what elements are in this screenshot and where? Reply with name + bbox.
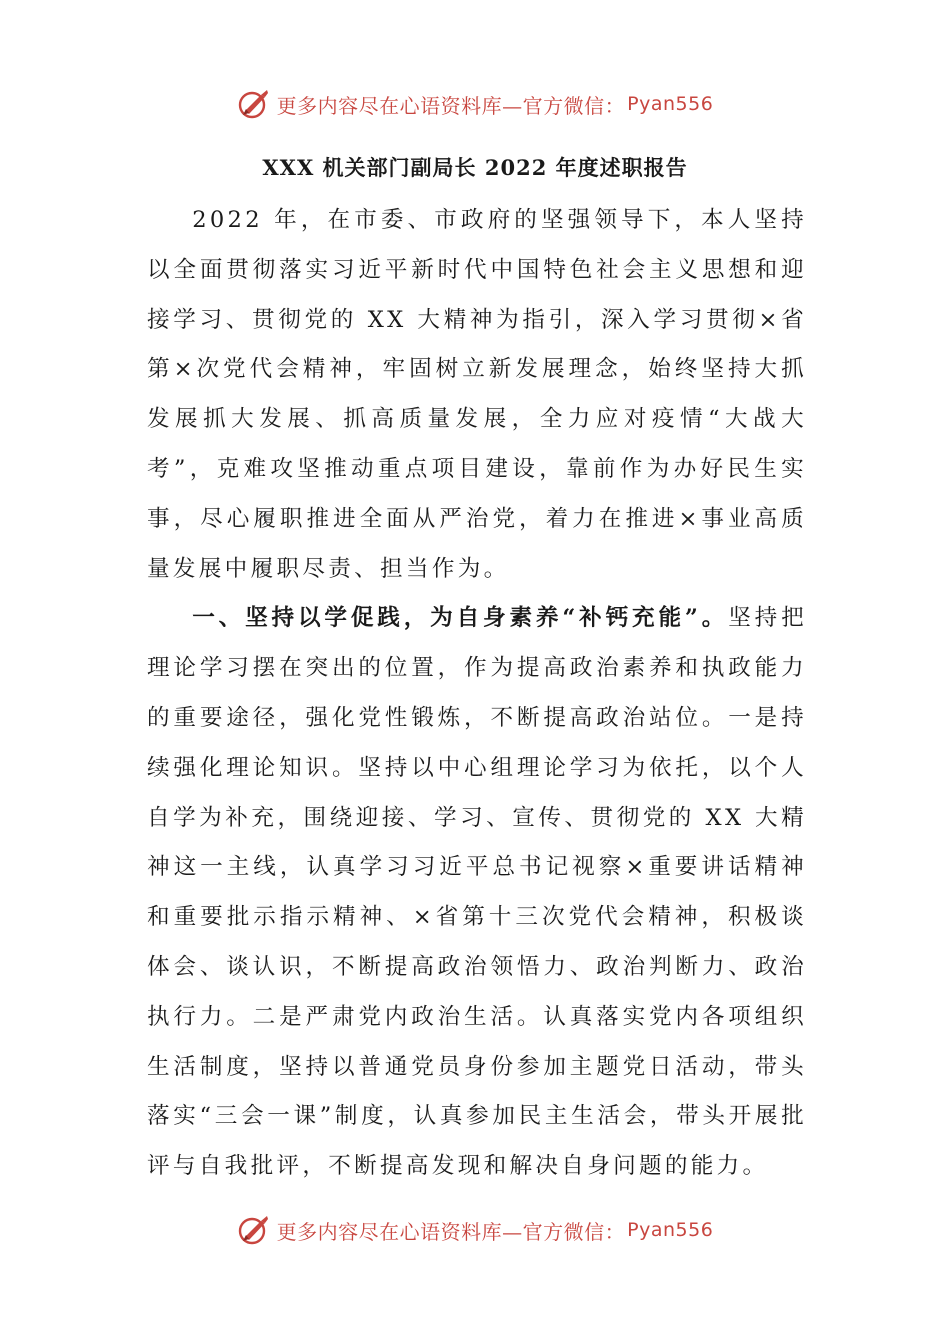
watermark-text: 更多内容尽在心语资料库—官方微信：: [276, 93, 626, 118]
document-title: XXX 机关部门副局长 2022 年度述职报告: [262, 155, 688, 180]
intro-paragraph: 2022 年，在市委、市政府的坚强领导下，本人坚持以全面贯彻落实习近平新时代中国特色社会主义思想和迎接学习、贯彻党的 XX 大精神为指引，深入学习贯彻×省第×次党代会精神，牢固树立新发展理念，始终坚持大抓发展抓大发展、抓高质量发展，全力应对疫情“大战大考”，克难攻坚推动重点项目建设，靠前作为办好民生实事，尽心履职推进全面从严治党，着力在推进×事业高质量发展中履职尽责、担当作为。: [147, 207, 807, 582]
watermark-header: [0, 84, 950, 124]
section-1-paragraph: [147, 594, 807, 1192]
section-1-heading: 一、坚持以学促践，为自身素养“补钙充能”。: [192, 605, 729, 632]
watermark-footer: [0, 1210, 950, 1250]
pen-logo-icon: [237, 1213, 271, 1247]
watermark-wechat-id: Pyan556: [627, 1219, 714, 1241]
document-body: [147, 196, 807, 1192]
watermark-text: 更多内容尽在心语资料库—官方微信：: [276, 1219, 626, 1244]
section-1-body: 坚持把理论学习摆在突出的位置，作为提高政治素养和执政能力的重要途径，强化党性锻炼，不断提高政治站位。一是持续强化理论知识。坚持以中心组理论学习为依托，以个人自学为补充，围绕迎接、学习、宣传、贯彻党的 XX 大精神这一主线，认真学习习近平总书记视察×重要讲话精神和重要批示指示精神、×省第十三次党代会精神，积极谈体会、谈认识，不断提高政治领悟力、政治判断力、政治执行力。二是严肃党内政治生活。认真落实党内各项组织生活制度，坚持以普通党员身份参加主题党日活动，带头落实“三会一课”制度，认真参加民主生活会，带头开展批评与自我批评，不断提高发现和解决自身问题的能力。: [147, 605, 807, 1180]
watermark-wechat-id: Pyan556: [627, 93, 714, 115]
pen-logo-icon: [237, 87, 271, 121]
